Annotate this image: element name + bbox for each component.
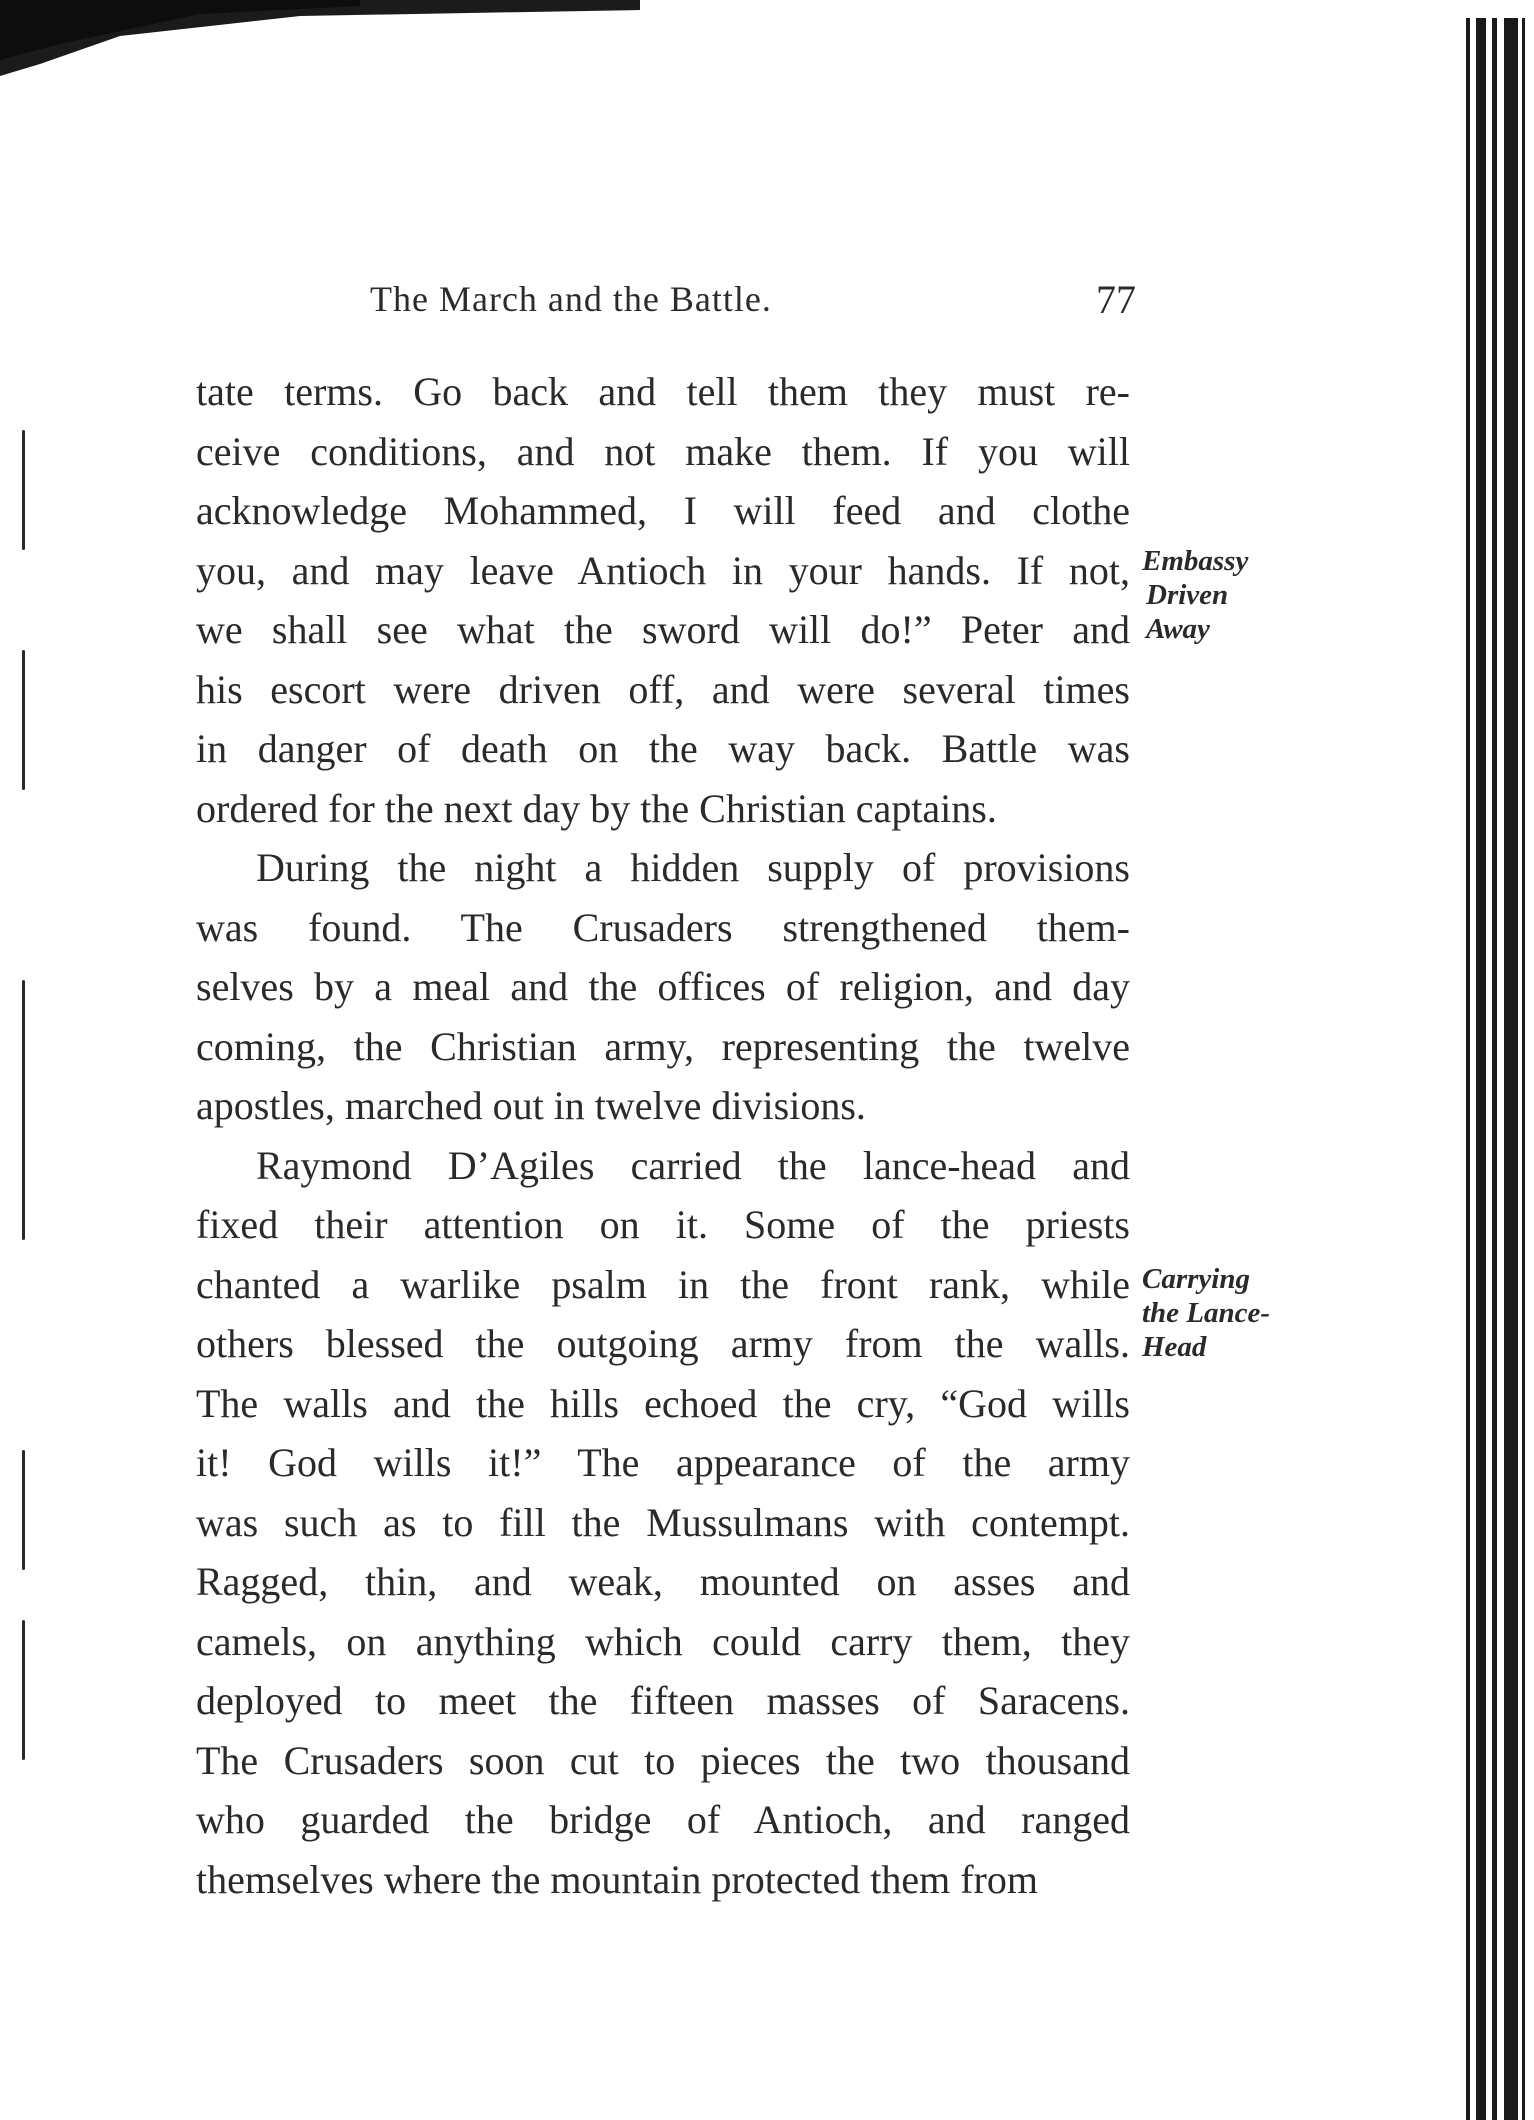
margin-note-line: the Lance- [1142, 1297, 1271, 1329]
text-line: themselves where the mountain protected them from [196, 1856, 1038, 1902]
text-line: During the night a hidden supply of provisions [256, 845, 1130, 890]
text-line: tate terms. Go back and tell them they must re- [196, 369, 1130, 414]
margin-note-lance [1142, 1262, 1270, 1364]
text-line: camels, on anything which could carry them, they [196, 1618, 1130, 1664]
body-text [196, 362, 1130, 1909]
text-line: was such as to fill the Mussulmans with contempt. [196, 1499, 1130, 1545]
margin-note-line: Embassy [1142, 545, 1249, 577]
binding-mark [22, 980, 25, 1240]
margin-note-line: Carrying [1142, 1263, 1250, 1295]
text-line: acknowledge Mohammed, I will feed and clothe [196, 488, 1130, 533]
text-line: The Crusaders soon cut to pieces the two thousand [196, 1737, 1130, 1783]
text-line: apostles, marched out in twelve divisions. [196, 1083, 866, 1128]
text-line: coming, the Christian army, representing the twelve [196, 1023, 1130, 1069]
margin-note-line: Head [1142, 1331, 1207, 1363]
text-line: ordered for the next day by the Christian captains. [196, 785, 997, 831]
binding-mark [22, 650, 25, 790]
text-line: Raymond D’Agiles carried the lance-head and [256, 1142, 1130, 1188]
text-line: it! God wills it!” The appearance of the army [196, 1440, 1130, 1485]
binding-mark [22, 1450, 25, 1570]
binding-mark [22, 430, 25, 550]
margin-note-line: Driven [1146, 579, 1229, 611]
book-gutter [1464, 18, 1534, 2120]
binding-mark [22, 1620, 25, 1760]
margin-note-embassy [1142, 544, 1248, 646]
page-number: 77 [1096, 277, 1136, 322]
text-line: chanted a warlike psalm in the front rank, while [196, 1261, 1130, 1307]
text-line: who guarded the bridge of Antioch, and ranged [196, 1797, 1130, 1842]
text-line: we shall see what the sword will do!” Peter and [196, 607, 1130, 652]
running-title: The March and the Battle. [370, 279, 772, 319]
text-line: others blessed the outgoing army from the walls. [196, 1321, 1130, 1366]
text-line: deployed to meet the fifteen masses of Saracens. [196, 1678, 1130, 1723]
margin-note-line: Away [1146, 613, 1210, 645]
text-line: in danger of death on the way back. Battle was [196, 726, 1130, 771]
text-line: was found. The Crusaders strengthened them- [196, 904, 1130, 950]
text-line: fixed their attention on it. Some of the priests [196, 1202, 1130, 1247]
text-line: you, and may leave Antioch in your hands. If not, [196, 547, 1130, 593]
text-line: ceive conditions, and not make them. If you will [196, 428, 1130, 474]
text-line: selves by a meal and the offices of religion, and day [196, 964, 1130, 1009]
scan-smudge [0, 0, 660, 80]
text-line: his escort were driven off, and were several times [196, 666, 1130, 712]
text-line: Ragged, thin, and weak, mounted on asses and [196, 1559, 1130, 1604]
text-line: The walls and the hills echoed the cry, “God wills [196, 1380, 1130, 1426]
